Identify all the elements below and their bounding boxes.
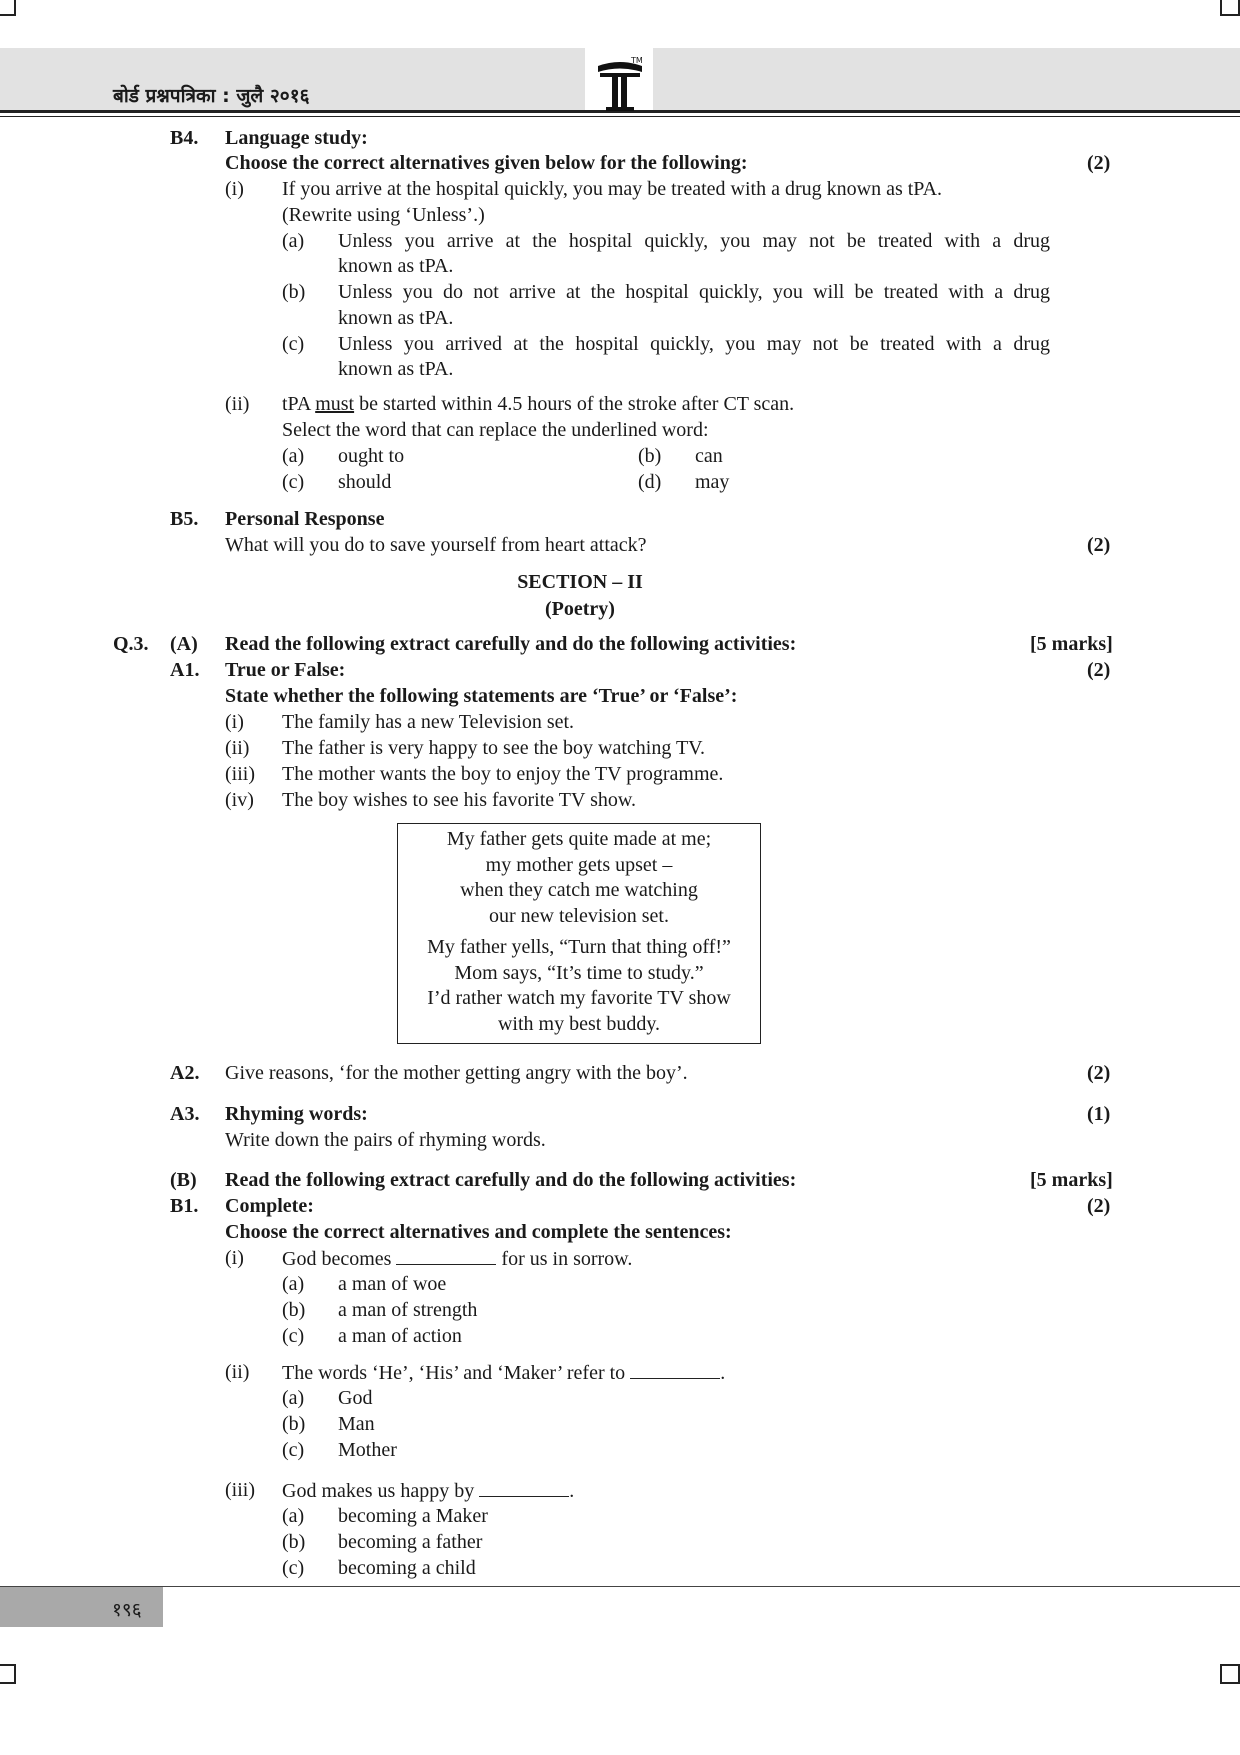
b1-q3-option-text: becoming a child	[338, 1557, 476, 1579]
q3-part-b-instruction: Read the following extract carefully and do the following activities:	[225, 1169, 797, 1191]
poem-line: with my best buddy.	[497, 1012, 661, 1035]
b1-q1-option-label: (a)	[282, 1273, 305, 1295]
b4-q2-option-label: (d)	[638, 471, 662, 493]
q3-number: Q.3.	[113, 633, 149, 655]
header-rule-thin	[0, 116, 1240, 117]
b1-q2-option-label: (c)	[282, 1439, 305, 1461]
a1-title: True or False:	[225, 659, 346, 681]
b4-q1-option-text-cont: known as tPA.	[338, 255, 454, 277]
poem-line: My father gets quite made at me;	[446, 828, 712, 850]
b1-q2-post: .	[720, 1362, 726, 1384]
b4-q2-text-pre: tPA	[282, 393, 316, 415]
a1-number: A1.	[170, 659, 200, 681]
b4-q1-option-text-cont: known as tPA.	[338, 307, 454, 329]
b1-q2-option-label: (a)	[282, 1387, 305, 1409]
b1-q3-option-label: (c)	[282, 1557, 305, 1579]
poem-extract-box	[397, 823, 761, 1044]
a2-text: Give reasons, ‘for the mother getting angry with the boy’.	[225, 1062, 688, 1084]
q3-part-a-instruction: Read the following extract carefully and do the following activities:	[225, 633, 797, 655]
b5-title: Personal Response	[225, 508, 385, 530]
logo-trademark: TM	[631, 56, 643, 65]
a1-item-text: The family has a new Television set.	[282, 711, 575, 733]
fill-blank	[396, 1246, 496, 1265]
b1-q1-pre: God becomes	[282, 1248, 392, 1270]
b4-q1-option-text-cont: known as tPA.	[338, 358, 454, 380]
b4-q2-option-text: may	[695, 471, 730, 493]
b4-q2-text-post: be started within 4.5 hours of the stroke after CT scan.	[354, 393, 795, 415]
a3-title: Rhyming words:	[225, 1103, 368, 1125]
a1-item-text: The boy wishes to see his favorite TV show.	[282, 789, 637, 811]
a3-marks: (1)	[1087, 1103, 1111, 1125]
b4-title: Language study:	[225, 127, 368, 149]
b1-q1-option-text: a man of strength	[338, 1299, 478, 1321]
a1-item-label: (ii)	[225, 737, 250, 759]
b5-number: B5.	[170, 508, 199, 530]
a2-number: A2.	[170, 1062, 200, 1084]
crop-mark-bottom-left	[0, 1664, 16, 1684]
b1-q1-post: for us in sorrow.	[501, 1248, 633, 1270]
a1-instruction: State whether the following statements are ‘True’ or ‘False’:	[225, 685, 738, 707]
b5-question: What will you do to save yourself from heart attack?	[225, 534, 647, 556]
b4-marks: (2)	[1087, 152, 1111, 174]
b4-q1-instruction: (Rewrite using ‘Unless’.)	[282, 204, 485, 226]
b1-q1-option-label: (b)	[282, 1299, 306, 1321]
b4-q1-option-text: Unless you arrived at the hospital quickly, you may not be treated with a drug	[338, 333, 1050, 355]
q3-part-b-label: (B)	[170, 1169, 197, 1191]
b1-q2-option-text: God	[338, 1387, 373, 1409]
b4-q1-text: If you arrive at the hospital quickly, you may be treated with a drug known as tPA.	[282, 178, 943, 200]
a1-item-text: The father is very happy to see the boy watching TV.	[282, 737, 706, 759]
b1-q1-number: (i)	[225, 1247, 244, 1269]
section-subtitle: (Poetry)	[545, 598, 615, 620]
b4-instruction: Choose the correct alternatives given below for the following:	[225, 152, 748, 174]
poem-line: I’d rather watch my favorite TV show	[427, 987, 731, 1009]
fill-blank	[630, 1360, 720, 1379]
b1-q2-pre: The words ‘He’, ‘His’ and ‘Maker’ refer to	[282, 1362, 626, 1384]
header-title: बोर्ड प्रश्नपत्रिका : जुलै २०१६	[113, 85, 310, 107]
b4-q1-number: (i)	[225, 178, 244, 200]
b4-q2-number: (ii)	[225, 393, 250, 415]
b4-q1-option-text: Unless you do not arrive at the hospital quickly, you will be treated with a drug	[338, 281, 1050, 303]
b4-q2-instruction: Select the word that can replace the underlined word:	[282, 419, 709, 441]
b5-marks: (2)	[1087, 534, 1111, 556]
a2-marks: (2)	[1087, 1062, 1111, 1084]
b4-q1-option-text: Unless you arrive at the hospital quickly, you may not be treated with a drug	[338, 230, 1050, 252]
a1-item-label: (iii)	[225, 763, 255, 785]
b1-q2-number: (ii)	[225, 1361, 250, 1383]
b4-q2-option-label: (b)	[638, 445, 662, 467]
b4-q2-option-text: can	[695, 445, 723, 467]
fill-blank	[479, 1478, 569, 1497]
b1-q3-option-label: (b)	[282, 1531, 306, 1553]
b1-q3-option-label: (a)	[282, 1505, 305, 1527]
b4-number: B4.	[170, 127, 199, 149]
a3-text: Write down the pairs of rhyming words.	[225, 1129, 546, 1151]
a1-marks: (2)	[1087, 659, 1111, 681]
poem-line: My father yells, “Turn that thing off!”	[427, 936, 731, 958]
b4-q1-option-label: (c)	[282, 333, 305, 355]
b4-q2-option-label: (c)	[282, 471, 305, 493]
poem-line: our new television set.	[489, 904, 669, 927]
crop-mark-top-right	[1220, 0, 1240, 16]
b1-q1-option-text: a man of action	[338, 1325, 462, 1347]
b1-marks: (2)	[1087, 1195, 1111, 1217]
b4-q2-option-label: (a)	[282, 445, 305, 467]
b1-q1-option-text: a man of woe	[338, 1273, 447, 1295]
b4-q2-underlined-word: must	[315, 393, 355, 415]
b1-q1-text	[282, 1246, 632, 1271]
b1-q3-pre: God makes us happy by	[282, 1480, 475, 1502]
poem-line: Mom says, “It’s time to study.”	[454, 961, 704, 984]
b1-q3-text	[282, 1478, 574, 1503]
b4-q1-option-label: (b)	[282, 281, 306, 303]
page-number: १९६	[112, 1599, 142, 1621]
a1-item-label: (i)	[225, 711, 244, 733]
b1-q2-option-text: Man	[338, 1413, 375, 1435]
b4-q2-option-text: should	[338, 471, 392, 493]
b4-q1-option-label: (a)	[282, 230, 305, 252]
a1-item-text: The mother wants the boy to enjoy the TV programme.	[282, 763, 724, 785]
b1-q2-option-text: Mother	[338, 1439, 397, 1461]
b1-q3-number: (iii)	[225, 1479, 255, 1501]
crop-mark-bottom-right	[1220, 1664, 1240, 1684]
b1-q2-text	[282, 1360, 725, 1385]
a1-item-label: (iv)	[225, 789, 254, 811]
b1-q3-option-text: becoming a father	[338, 1531, 483, 1553]
q3-part-a-marks: [5 marks]	[1030, 633, 1113, 655]
a3-number: A3.	[170, 1103, 200, 1125]
poem-line: my mother gets upset –	[485, 853, 673, 876]
b1-instruction: Choose the correct alternatives and complete the sentences:	[225, 1221, 732, 1243]
q3-part-b-marks: [5 marks]	[1030, 1169, 1113, 1191]
b1-q2-option-label: (b)	[282, 1413, 306, 1435]
crop-mark-top-left	[0, 0, 16, 16]
poem-line: when they catch me watching	[460, 879, 698, 901]
b4-q2-text	[282, 392, 794, 416]
b1-title: Complete:	[225, 1195, 314, 1217]
q3-part-a-label: (A)	[170, 633, 198, 655]
section-title: SECTION – II	[517, 571, 643, 593]
b1-q1-option-label: (c)	[282, 1325, 305, 1347]
b1-number: B1.	[170, 1195, 199, 1217]
b4-q2-option-text: ought to	[338, 445, 405, 467]
footer-rule	[0, 1586, 1240, 1587]
b1-q3-post: .	[569, 1480, 575, 1502]
b1-q3-option-text: becoming a Maker	[338, 1505, 488, 1527]
